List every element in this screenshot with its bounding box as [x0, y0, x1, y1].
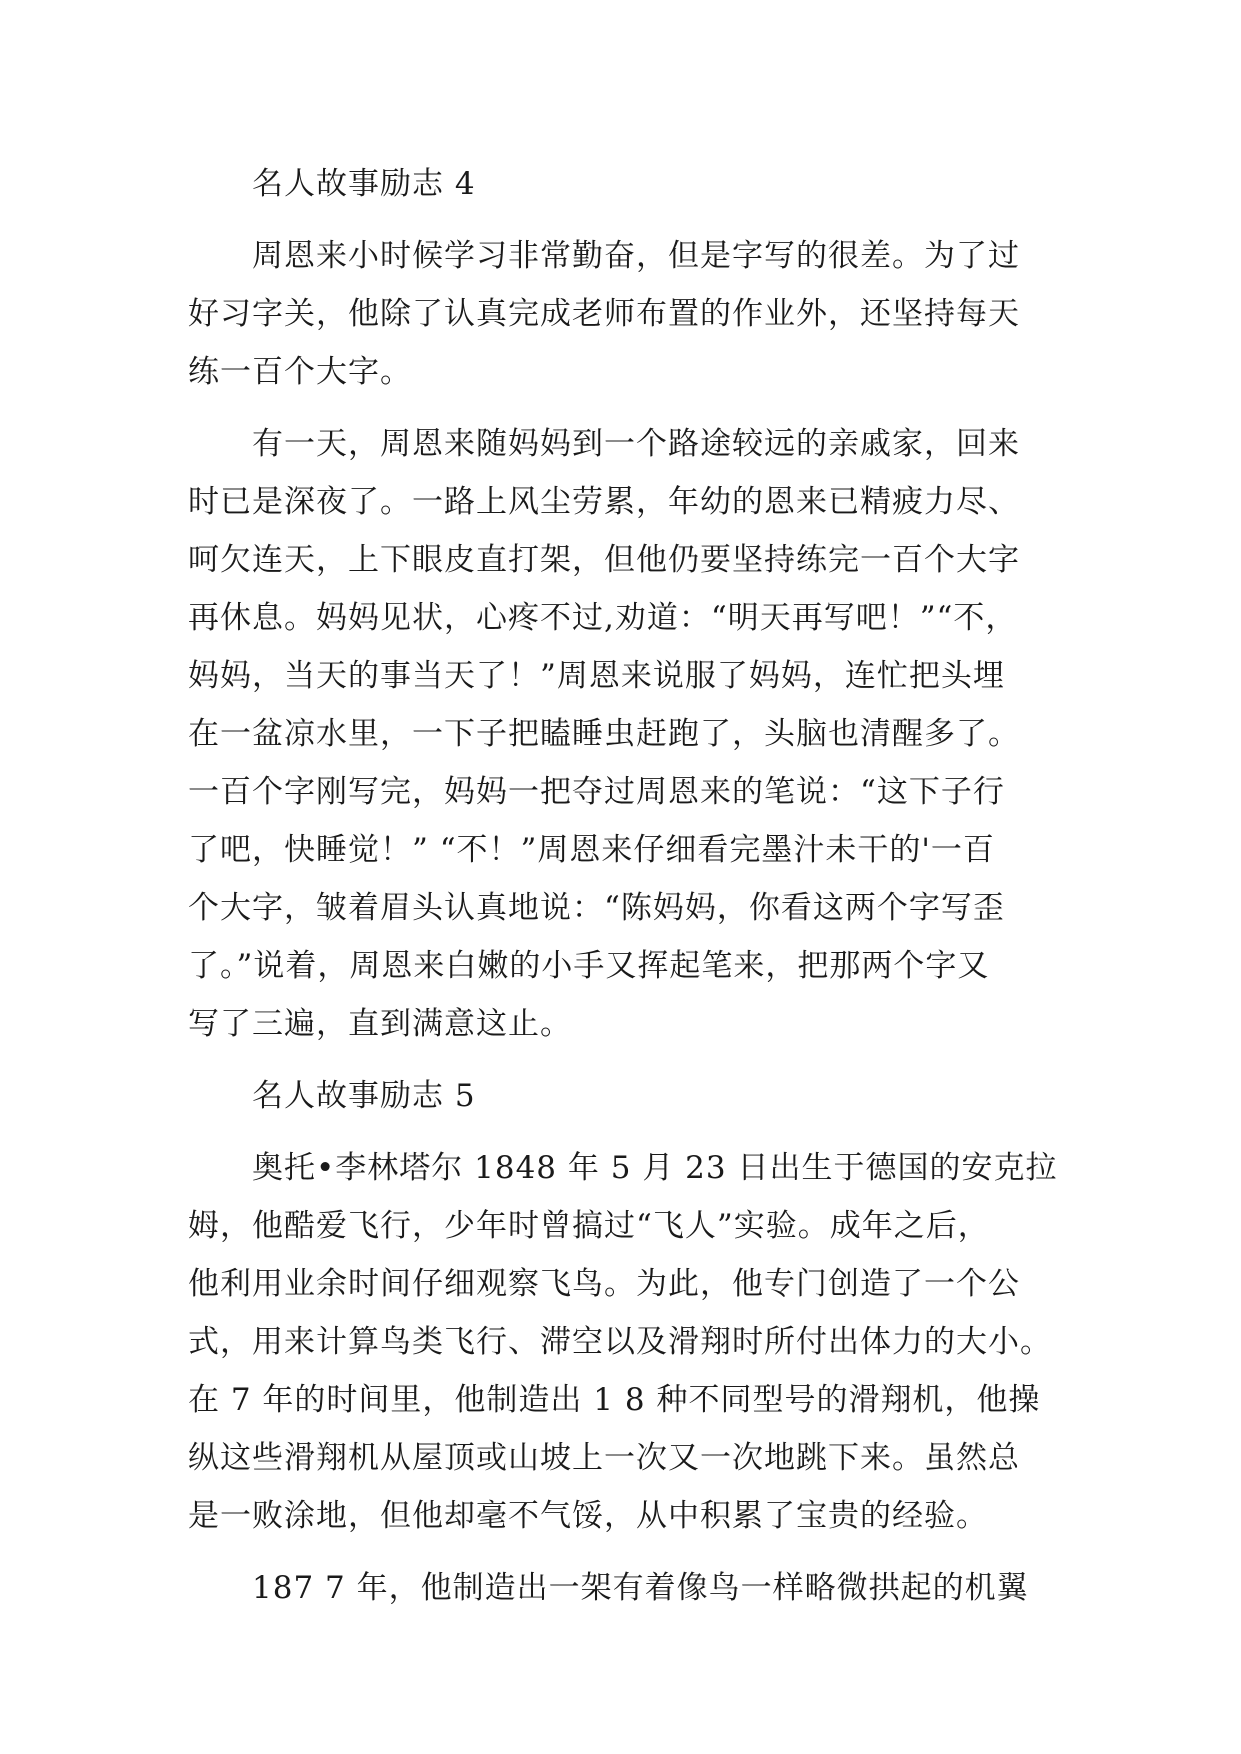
text-line: 在 7 年的时间里，他制造出 1 8 种不同型号的滑翔机，他操	[188, 1382, 1041, 1418]
text-line: 名人故事励志 5	[252, 1078, 476, 1114]
text-line: 一百个字刚写完，妈妈一把夺过周恩来的笔说：“这下子行	[188, 774, 1005, 810]
document-body	[188, 155, 1058, 1617]
text-line: 好习字关，他除了认真完成老师布置的作业外，还坚持每天	[188, 296, 1020, 332]
text-line: 187 7 年，他制造出一架有着像鸟一样略微拱起的机翼	[252, 1570, 1029, 1606]
text-line: 了。”说着，周恩来白嫩的小手又挥起笔来，把那两个字又	[188, 948, 990, 984]
text-line: 个大字，皱着眉头认真地说：“陈妈妈，你看这两个字写歪	[188, 890, 1005, 926]
text-line: 呵欠连天，上下眼皮直打架，但他仍要坚持练完一百个大字	[188, 542, 1020, 578]
text-line: 练一百个大字。	[188, 354, 412, 390]
text-line: 在一盆凉水里，一下子把瞌睡虫赶跑了，头脑也清醒多了。	[188, 716, 1020, 752]
text-line: 他利用业余时间仔细观察飞鸟。为此，他专门创造了一个公	[188, 1266, 1020, 1302]
text-line: 是一败涂地，但他却毫不气馁，从中积累了宝贵的经验。	[188, 1498, 988, 1534]
text-line: 纵这些滑翔机从屋顶或山坡上一次又一次地跳下来。虽然总	[188, 1440, 1020, 1476]
text-line: 再休息。妈妈见状，心疼不过,劝道：“明天再写吧！”“不，	[188, 600, 1018, 636]
text-line: 妈妈，当天的事当天了！”周恩来说服了妈妈，连忙把头埋	[188, 658, 1005, 694]
text-line: 名人故事励志 4	[252, 166, 476, 202]
text-line: 写了三遍，直到满意这止。	[188, 1006, 572, 1042]
text-line: 式，用来计算鸟类飞行、滞空以及滑翔时所付出体力的大小。	[188, 1324, 1052, 1360]
text-line: 姆，他酷爱飞行，少年时曾搞过“飞人”实验。成年之后，	[188, 1208, 990, 1244]
text-line: 了吧，快睡觉！” “不！”周恩来仔细看完墨汁未干的'一百	[188, 832, 995, 868]
text-line: 周恩来小时候学习非常勤奋，但是字写的很差。为了过	[252, 238, 1020, 274]
text-line: 奥托•李林塔尔 1848 年 5 月 23 日出生于德国的安克拉	[252, 1150, 1058, 1186]
text-line: 有一天，周恩来随妈妈到一个路途较远的亲戚家，回来	[252, 426, 1020, 462]
text-line: 时已是深夜了。一路上风尘劳累，年幼的恩来已精疲力尽、	[188, 484, 1020, 520]
